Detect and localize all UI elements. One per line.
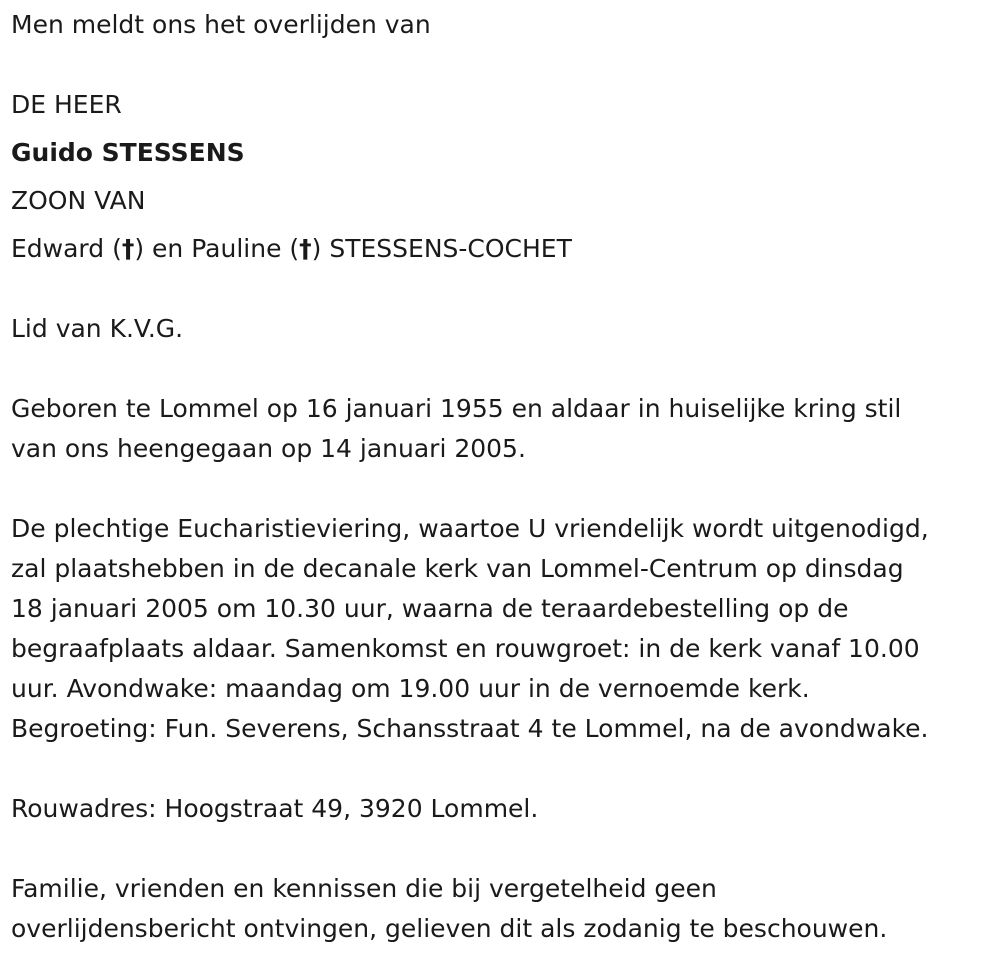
cross-icon: † <box>121 234 135 263</box>
father-name: Edward ( <box>11 234 122 263</box>
birth-death-line: Geboren te Lommel op 16 januari 1955 en aldaar in huiselijke kring stil <box>11 394 902 423</box>
ceremony-line: uur. Avondwake: maandag om 19.00 uur in de vernoemde kerk. <box>11 674 810 703</box>
cross-icon: † <box>299 234 312 263</box>
closing-line: Familie, vrienden en kennissen die bij vergetelheid geen <box>11 874 717 903</box>
parents-line <box>11 234 572 264</box>
intro-text: Men meldt ons het overlijden van <box>11 10 431 39</box>
parents-joiner: ) en Pauline ( <box>134 234 300 263</box>
ceremony-line: zal plaatshebben in de decanale kerk van Lommel-Centrum op dinsdag <box>11 554 904 583</box>
mourning-address: Rouwadres: Hoogstraat 49, 3920 Lommel. <box>11 794 539 823</box>
ceremony-line: 18 januari 2005 om 10.30 uur, waarna de teraardebestelling op de <box>11 594 849 623</box>
birth-death-line: van ons heengegaan op 14 januari 2005. <box>11 434 526 463</box>
son-of-label: ZOON VAN <box>11 186 146 215</box>
parents-surname: ) STESSENS-COCHET <box>311 234 572 263</box>
ceremony-line: De plechtige Eucharistieviering, waartoe U vriendelijk wordt uitgenodigd, <box>11 514 929 543</box>
closing-line: overlijdensbericht ontvingen, gelieven dit als zodanig te beschouwen. <box>11 914 888 943</box>
honorific-title: DE HEER <box>11 90 122 119</box>
ceremony-line: Begroeting: Fun. Severens, Schansstraat 4 te Lommel, na de avondwake. <box>11 714 929 743</box>
membership-text: Lid van K.V.G. <box>11 314 184 343</box>
deceased-name: Guido STESSENS <box>11 138 245 167</box>
ceremony-line: begraafplaats aldaar. Samenkomst en rouwgroet: in de kerk vanaf 10.00 <box>11 634 920 663</box>
